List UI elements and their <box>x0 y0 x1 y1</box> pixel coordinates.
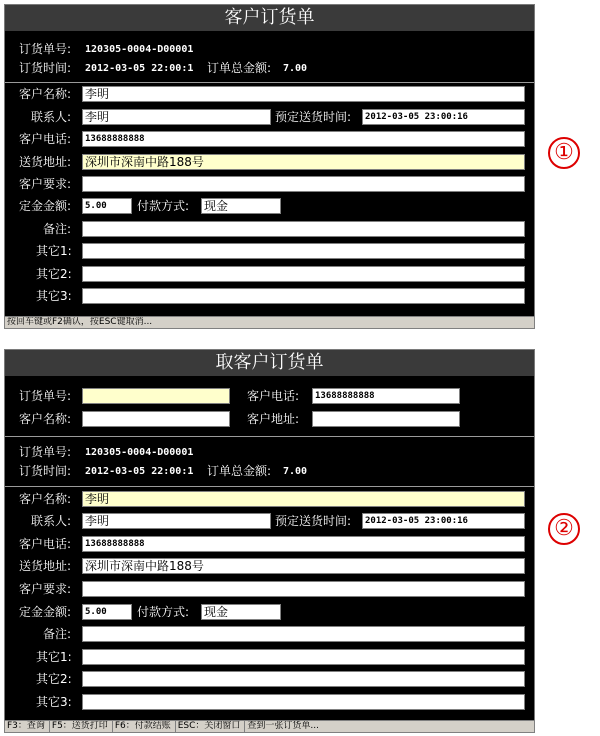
other1-field[interactable] <box>82 243 525 259</box>
contact-field[interactable]: 李明 <box>82 109 271 125</box>
order-form-panel <box>4 4 535 318</box>
delivery-time-field[interactable]: 2012-03-05 23:00:16 <box>362 513 525 529</box>
search-address-label: 客户地址: <box>247 412 300 426</box>
deposit-label: 定金金额: <box>19 199 72 213</box>
order-time-label: 订货时间: <box>19 61 72 75</box>
other2-field[interactable] <box>82 671 525 687</box>
total-label: 订单总金额: <box>207 61 272 75</box>
address-label: 送货地址: <box>19 559 72 573</box>
order-no-value: 120305-0004-D00001 <box>85 447 194 458</box>
payment-field[interactable]: 现金 <box>201 198 281 214</box>
payment-label: 付款方式: <box>137 199 190 213</box>
order-no-label: 订货单号: <box>19 445 72 459</box>
status-print: F5：送货打印 <box>50 721 113 732</box>
other1-field[interactable] <box>82 649 525 665</box>
requirement-field[interactable] <box>82 176 525 192</box>
status-query: F3：查询 <box>5 721 50 732</box>
payment-label: 付款方式: <box>137 605 190 619</box>
order-time-value: 2012-03-05 22:00:1 <box>85 63 194 74</box>
payment-field[interactable]: 现金 <box>201 604 281 620</box>
phone-field[interactable]: 13688888888 <box>82 536 525 552</box>
requirement-label: 客户要求: <box>19 582 72 596</box>
address-label: 送货地址: <box>19 155 72 169</box>
other1-label: 其它1: <box>36 244 72 258</box>
search-order-no-label: 订货单号: <box>19 389 72 403</box>
search-name-label: 客户名称: <box>19 412 72 426</box>
phone-label: 客户电话: <box>19 132 72 146</box>
customer-name-label: 客户名称: <box>19 87 72 101</box>
search-order-no-field[interactable] <box>82 388 230 404</box>
status-message: 查到一张订货单... <box>247 721 319 731</box>
remark-field[interactable] <box>82 626 525 642</box>
status-bar: 按回车键或F2确认，按ESC键取消... <box>4 316 535 329</box>
total-value: 7.00 <box>283 63 308 74</box>
form-title: 取客户订货单 <box>5 350 534 376</box>
delivery-time-label: 预定送货时间: <box>275 514 352 528</box>
other1-label: 其它1: <box>36 650 72 664</box>
search-address-field[interactable] <box>312 411 460 427</box>
requirement-field[interactable] <box>82 581 525 597</box>
other3-field[interactable] <box>82 694 525 710</box>
phone-field[interactable]: 13688888888 <box>82 131 525 147</box>
other3-label: 其它3: <box>36 695 72 709</box>
remark-label: 备注: <box>43 222 72 236</box>
other2-field[interactable] <box>82 266 525 282</box>
delivery-time-field[interactable]: 2012-03-05 23:00:16 <box>362 109 525 125</box>
status-close: ESC：关闭窗口 <box>176 721 246 732</box>
deposit-field[interactable]: 5.00 <box>82 604 132 620</box>
other3-label: 其它3: <box>36 289 72 303</box>
order-time-label: 订货时间: <box>19 464 72 478</box>
address-field[interactable]: 深圳市深南中路188号 <box>82 154 525 170</box>
retrieve-order-panel <box>4 349 535 721</box>
customer-name-field[interactable]: 李明 <box>82 491 525 507</box>
remark-field[interactable] <box>82 221 525 237</box>
deposit-field[interactable]: 5.00 <box>82 198 132 214</box>
marker-2: ② <box>548 513 580 545</box>
order-time-value: 2012-03-05 22:00:1 <box>85 466 194 477</box>
phone-label: 客户电话: <box>19 537 72 551</box>
marker-1: ① <box>548 137 580 169</box>
divider <box>5 436 534 437</box>
order-no-value: 120305-0004-D00001 <box>85 44 194 55</box>
order-no-label: 订货单号: <box>19 42 72 56</box>
contact-label: 联系人: <box>31 514 72 528</box>
remark-label: 备注: <box>43 627 72 641</box>
status-bar <box>4 720 535 733</box>
divider <box>5 486 534 487</box>
other3-field[interactable] <box>82 288 525 304</box>
search-phone-label: 客户电话: <box>247 389 300 403</box>
form-title: 客户订货单 <box>5 5 534 31</box>
total-value: 7.00 <box>283 466 308 477</box>
total-label: 订单总金额: <box>207 464 272 478</box>
search-name-field[interactable] <box>82 411 230 427</box>
requirement-label: 客户要求: <box>19 177 72 191</box>
customer-name-field[interactable]: 李明 <box>82 86 525 102</box>
status-checkout: F6：付款结账 <box>113 721 176 732</box>
search-phone-field[interactable]: 13688888888 <box>312 388 460 404</box>
customer-name-label: 客户名称: <box>19 492 72 506</box>
address-field[interactable]: 深圳市深南中路188号 <box>82 558 525 574</box>
deposit-label: 定金金额: <box>19 605 72 619</box>
contact-label: 联系人: <box>31 110 72 124</box>
delivery-time-label: 预定送货时间: <box>275 110 352 124</box>
divider <box>5 82 534 83</box>
other2-label: 其它2: <box>36 267 72 281</box>
contact-field[interactable]: 李明 <box>82 513 271 529</box>
other2-label: 其它2: <box>36 672 72 686</box>
